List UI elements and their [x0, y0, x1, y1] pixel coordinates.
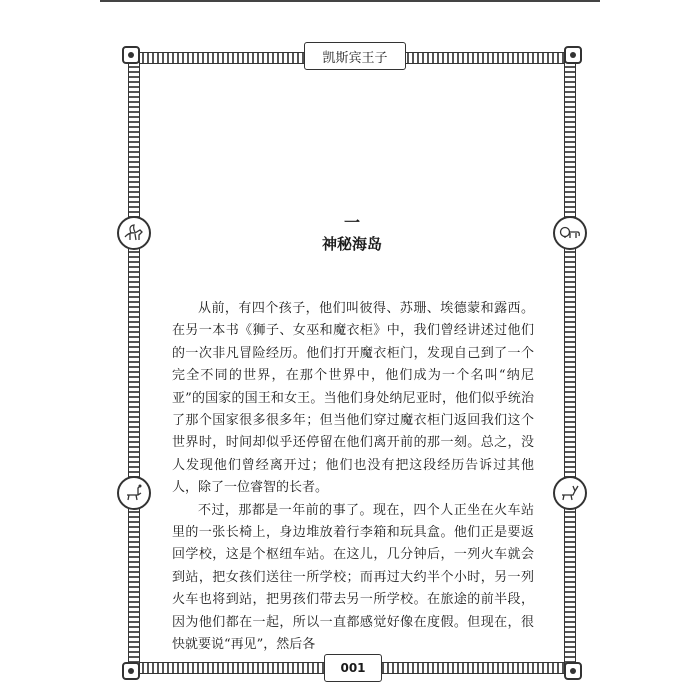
- paragraph: 不过，那都是一年前的事了。现在，四个人正坐在火车站里的一张长椅上，身边堆放着行李箱和玩具盒。他们正是要返回学校，这是个枢纽车站。在这儿，几分钟后，一列火车就会到站，把女孩们送往一所学校；而再过大约半个小时，另一列火车也将到站，把男孩们带去另一所学校。在旅途的前半段，因为他们都在一起，所以一直都感觉好像在度假。但现在，很快就要说“再见”，然后各: [172, 502, 534, 653]
- border-right: [564, 56, 576, 670]
- page-frame: [118, 42, 586, 684]
- page-number: 001: [324, 654, 382, 682]
- corner-ornament-icon: [564, 46, 582, 64]
- corner-ornament-icon: [122, 46, 140, 64]
- centaur-icon: [117, 476, 151, 510]
- border-left: [128, 56, 140, 670]
- chapter-title: 神秘海岛: [321, 235, 382, 253]
- corner-ornament-icon: [122, 662, 140, 680]
- header-title: 凯斯宾王子: [304, 42, 406, 70]
- stag-icon: [553, 476, 587, 510]
- chapter-number: 一: [343, 213, 360, 232]
- top-edge-line: [100, 0, 600, 2]
- corner-ornament-icon: [564, 662, 582, 680]
- paragraph: 从前，有四个孩子，他们叫彼得、苏珊、埃德蒙和露西。在另一本书《狮子、女巫和魔衣柜》中，我们曾经讲述过他们的一次非凡冒险经历。他们打开魔衣柜门，发现自己到了一个完全不同的世界，在那个世界中，他们成为一个名叫“纳尼亚”的国家的国王和女王。当他们身处纳尼亚时，他们似乎统治了那个国家很多很多年；但当他们穿过魔衣柜门返回我们这个世界时，时间却似乎还停留在他们离开前的那一刻。总之，没人发现他们曾经离开过；他们也没有把这段经历告诉过其他人，除了一位睿智的长者。: [172, 301, 534, 496]
- body-text: [172, 298, 534, 657]
